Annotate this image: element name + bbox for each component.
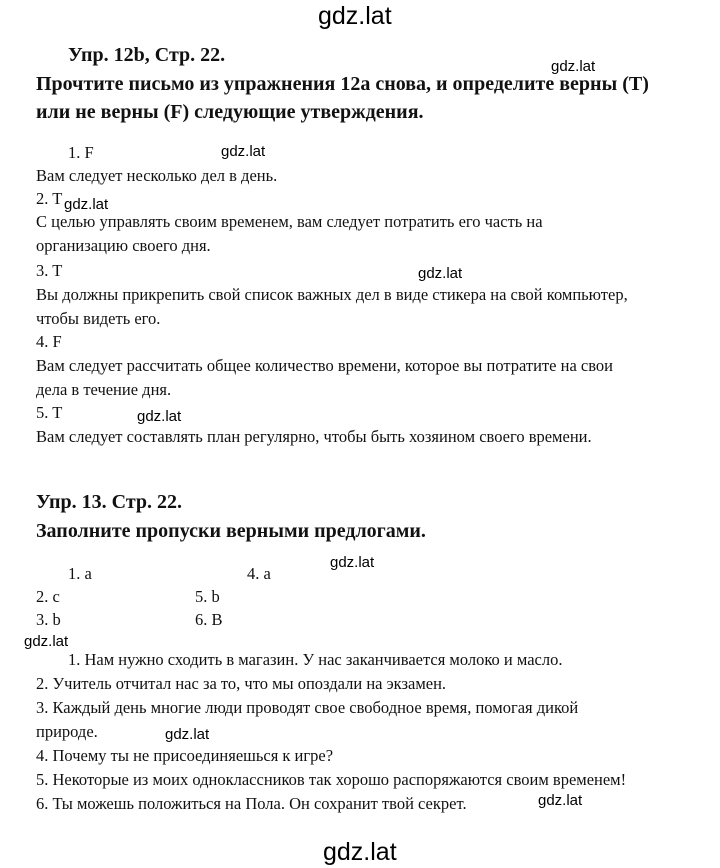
- ex12-answer-4: 4. F: [36, 332, 62, 351]
- ex13-title: Упр. 13. Стр. 22.: [36, 491, 183, 513]
- ex13-answer: 6. B: [195, 610, 223, 629]
- watermark-inline: gdz.lat: [418, 265, 463, 282]
- watermark-inline: gdz.lat: [551, 58, 596, 75]
- ex13-sentence-6: 6. Ты можешь положиться на Пола. Он сохранит твой секрет.: [36, 794, 467, 813]
- ex12-answer-5: 5. T: [36, 403, 63, 422]
- ex12-statement-3: Вы должны прикрепить свой список важных дел в виде стикера на свой компьютер,: [36, 285, 628, 304]
- watermark-inline: gdz.lat: [221, 143, 266, 160]
- ex13-sentence-3: 3. Каждый день многие люди проводят свое свободное время, помогая дикой: [36, 698, 579, 717]
- ex12-statement-4-cont: дела в течение дня.: [36, 380, 172, 399]
- ex13-answer: 2. c: [36, 587, 60, 606]
- watermark-bottom: gdz.lat: [323, 838, 397, 866]
- ex12-statement-2-cont: организацию своего дня.: [36, 236, 211, 255]
- ex12-statement-2: С целью управлять своим временем, вам следует потратить его часть на: [36, 212, 543, 231]
- ex12-statement-5: Вам следует составлять план регулярно, чтобы быть хозяином своего времени.: [36, 427, 592, 446]
- watermark-inline: gdz.lat: [137, 408, 182, 425]
- ex13-answer: 4. a: [247, 564, 271, 583]
- ex12-title: Упр. 12b, Стр. 22.: [68, 44, 226, 66]
- watermark-inline: gdz.lat: [165, 726, 210, 743]
- watermark-inline: gdz.lat: [538, 792, 583, 809]
- ex12-statement-1: Вам следует несколько дел в день.: [36, 166, 278, 185]
- ex12-statement-4: Вам следует рассчитать общее количество времени, которое вы потратите на свои: [36, 356, 613, 375]
- ex13-sentence-3-cont: природе.: [36, 722, 98, 741]
- watermark-inline: gdz.lat: [24, 633, 69, 650]
- watermark-inline: gdz.lat: [64, 196, 109, 213]
- ex13-sentence-2: 2. Учитель отчитал нас за то, что мы опоздали на экзамен.: [36, 674, 447, 693]
- ex12-statement-3-cont: чтобы видеть его.: [36, 309, 161, 328]
- ex13-answer: 3. b: [36, 610, 61, 629]
- ex13-sentence-5: 5. Некоторые из моих одноклассников так хорошо распоряжаются своим временем!: [36, 770, 627, 789]
- ex12-instruction-line2: или не верны (F) следующие утверждения.: [36, 101, 424, 123]
- ex13-answer: 1. a: [68, 564, 92, 583]
- ex13-sentence-4: 4. Почему ты не присоединяешься к игре?: [36, 746, 334, 765]
- ex12-instruction-line1: Прочтите письмо из упражнения 12a снова, и определите верны (T): [36, 73, 649, 95]
- ex13-sentence-1: 1. Нам нужно сходить в магазин. У нас заканчивается молоко и масло.: [68, 650, 563, 669]
- ex12-answer-1: 1. F: [68, 143, 94, 162]
- ex12-answer-3: 3. T: [36, 261, 63, 280]
- watermark-top: gdz.lat: [318, 2, 392, 30]
- watermark-inline: gdz.lat: [330, 554, 375, 571]
- ex12-answer-2: 2. T: [36, 189, 63, 208]
- ex13-instruction: Заполните пропуски верными предлогами.: [36, 520, 426, 542]
- ex13-answer: 5. b: [195, 587, 220, 606]
